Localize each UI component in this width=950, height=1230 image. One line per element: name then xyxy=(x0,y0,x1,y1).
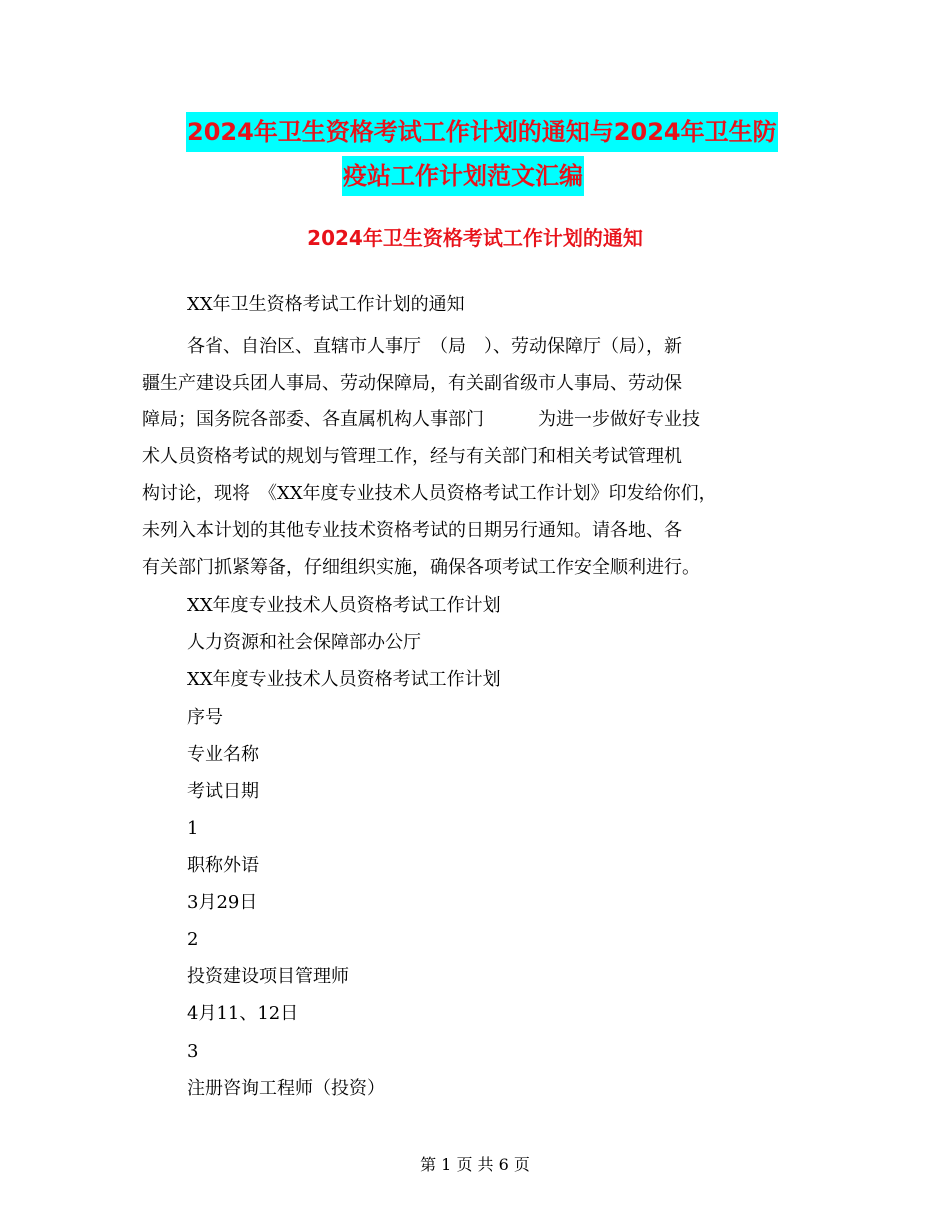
section-title: 2024年卫生资格考试工作计划的通知 xyxy=(307,226,643,250)
body-line: 人力资源和社会保障部办公厅 xyxy=(187,632,421,653)
body-line: XX年卫生资格考试工作计划的通知 xyxy=(187,294,465,315)
document-title-line-1: 2024年卫生资格考试工作计划的通知与2024年卫生防 xyxy=(186,112,778,152)
table-cell: 注册咨询工程师（投资） xyxy=(187,1078,385,1099)
table-cell: 4月11、12日 xyxy=(187,1003,299,1024)
body-line: 有关部门抓紧筹备，仔细组织实施，确保各项考试工作安全顺利进行。 xyxy=(142,557,700,578)
table-header-date: 考试日期 xyxy=(187,781,259,802)
table-cell: 投资建设项目管理师 xyxy=(187,966,349,987)
body-line: XX年度专业技术人员资格考试工作计划 xyxy=(187,595,501,616)
body-line: 构讨论，现将 《XX年度专业技术人员资格考试工作计划》印发给你们， xyxy=(142,483,717,504)
table-header-index: 序号 xyxy=(187,707,223,728)
table-cell: 3 xyxy=(187,1041,199,1062)
page-number-footer: 第 1 页 共 6 页 xyxy=(420,1155,530,1174)
body-line: 未列入本计划的其他专业技术资格考试的日期另行通知。请各地、各 xyxy=(142,520,682,541)
table-header-name: 专业名称 xyxy=(187,744,259,765)
table-cell: 2 xyxy=(187,929,199,950)
table-cell: 3月29日 xyxy=(187,892,258,913)
table-cell: 职称外语 xyxy=(187,855,259,876)
body-line: 障局；国务院各部委、各直属机构人事部门 为进一步做好专业技 xyxy=(142,409,700,430)
body-line: XX年度专业技术人员资格考试工作计划 xyxy=(187,669,501,690)
document-title-line-2: 疫站工作计划范文汇编 xyxy=(342,156,584,196)
body-line: 各省、自治区、直辖市人事厅 （局 ）、劳动保障厅（局），新 xyxy=(187,336,682,357)
table-cell: 1 xyxy=(187,818,199,839)
body-line: 疆生产建设兵团人事局、劳动保障局，有关副省级市人事局、劳动保 xyxy=(142,373,682,394)
body-line: 术人员资格考试的规划与管理工作，经与有关部门和相关考试管理机 xyxy=(142,446,682,467)
